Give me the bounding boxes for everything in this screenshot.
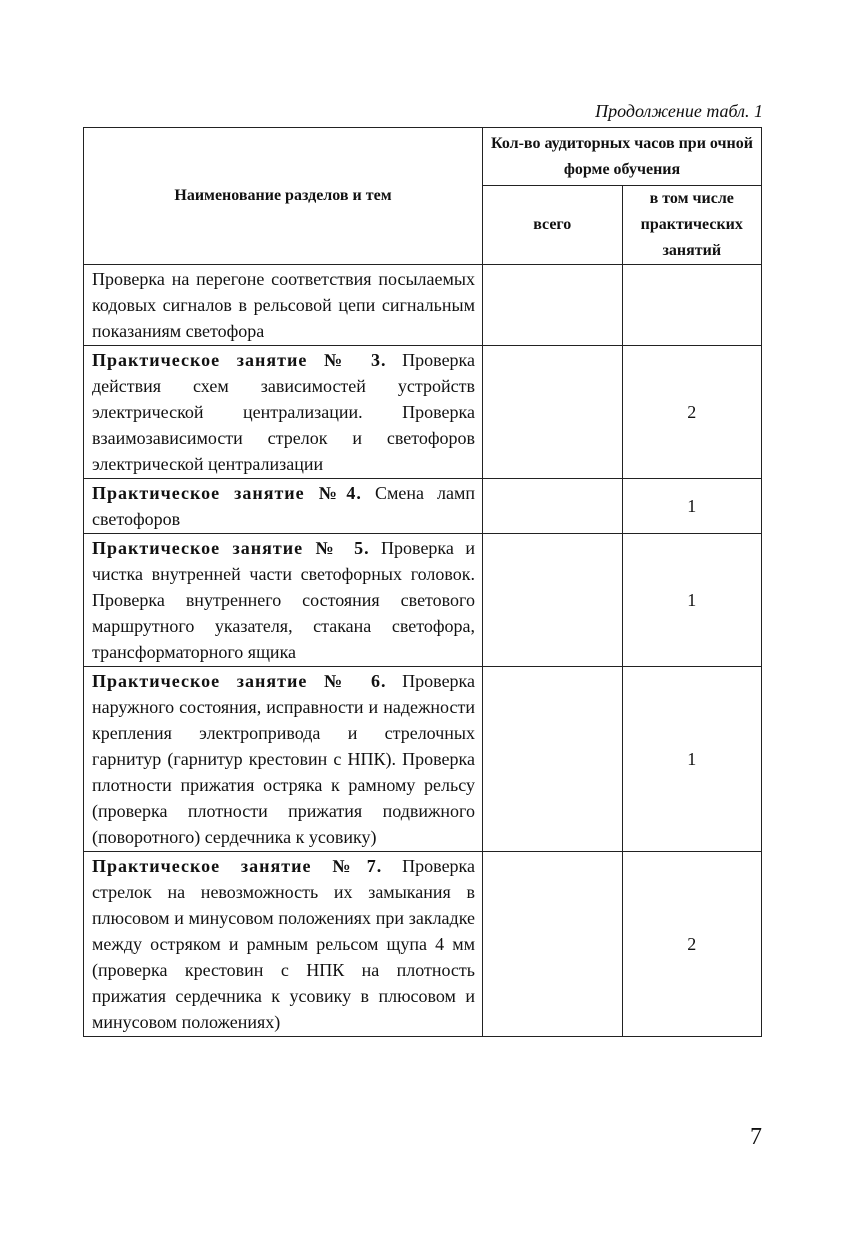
table-row bbox=[84, 534, 762, 667]
row-practice-hours bbox=[622, 265, 762, 346]
row-total-hours bbox=[483, 852, 623, 1037]
row-topic-text: Проверка и чистка внутренней части светофорных головок. Проверка внутреннего состояния светового маршрутного указателя, стакана светофора, трансформаторного ящика bbox=[92, 538, 475, 662]
table-continuation-caption: Продолжение табл. 1 bbox=[595, 101, 763, 121]
header-practice: в том числе практических занятий bbox=[622, 186, 762, 265]
row-topic-title: Практическое занятие № 5. bbox=[92, 538, 370, 558]
row-total-hours bbox=[483, 346, 623, 479]
row-topic-text: Проверка стрелок на невозможность их замыкания в плюсовом и минусовом положениях при закладке между остряком и рамным рельсом щупа 4 мм (проверка крестовин с НПК на плотность прижатия сердечника к усовику в плюсовом и минусовом положениях) bbox=[92, 856, 476, 1032]
page-number: 7 bbox=[750, 1124, 762, 1150]
row-topic-title: Практическое занятие № 3. bbox=[92, 350, 387, 370]
row-topic bbox=[84, 534, 483, 667]
row-topic bbox=[84, 479, 483, 534]
table-row bbox=[84, 265, 762, 346]
table-row bbox=[84, 479, 762, 534]
table-row bbox=[84, 667, 762, 852]
curriculum-table bbox=[83, 127, 762, 1037]
table-row bbox=[84, 852, 762, 1037]
header-hours: Кол-во аудиторных часов при очной форме обучения bbox=[483, 128, 762, 186]
row-practice-hours: 1 bbox=[622, 667, 762, 852]
row-topic-title: Практическое занятие № 6. bbox=[92, 671, 387, 691]
table-row bbox=[84, 346, 762, 479]
row-topic-title: Практическое занятие №4. bbox=[92, 483, 362, 503]
header-section-name: Наименование разделов и тем bbox=[84, 128, 483, 265]
row-topic bbox=[84, 265, 483, 346]
row-total-hours bbox=[483, 265, 623, 346]
header-total: всего bbox=[483, 186, 623, 265]
row-practice-hours: 1 bbox=[622, 534, 762, 667]
row-total-hours bbox=[483, 667, 623, 852]
row-topic-title: Практическое занятие №7. bbox=[92, 856, 383, 876]
row-topic bbox=[84, 346, 483, 479]
row-topic-text: Проверка действия схем зависимостей устройств электрической централизации. Проверка взаимозависимости стрелок и светофоров электрической централизации bbox=[92, 350, 476, 474]
row-topic-text: Проверка наружного состояния, исправности и надежности крепления электропривода и стрелочных гарнитур (гарнитур крестовин с НПК). Проверка плотности прижатия остряка к рамному рельсу (проверка плотности прижатия подвижного (поворотного) сердечника к усовику) bbox=[92, 671, 476, 847]
row-topic-text: Смена ламп светофоров bbox=[92, 483, 475, 529]
row-topic-text: Проверка на перегоне соответствия посылаемых кодовых сигналов в рельсовой цепи сигнальным показаниям светофора bbox=[92, 269, 475, 341]
row-total-hours bbox=[483, 479, 623, 534]
row-topic bbox=[84, 852, 483, 1037]
row-topic bbox=[84, 667, 483, 852]
row-practice-hours: 2 bbox=[622, 346, 762, 479]
row-practice-hours: 1 bbox=[622, 479, 762, 534]
row-total-hours bbox=[483, 534, 623, 667]
row-practice-hours: 2 bbox=[622, 852, 762, 1037]
